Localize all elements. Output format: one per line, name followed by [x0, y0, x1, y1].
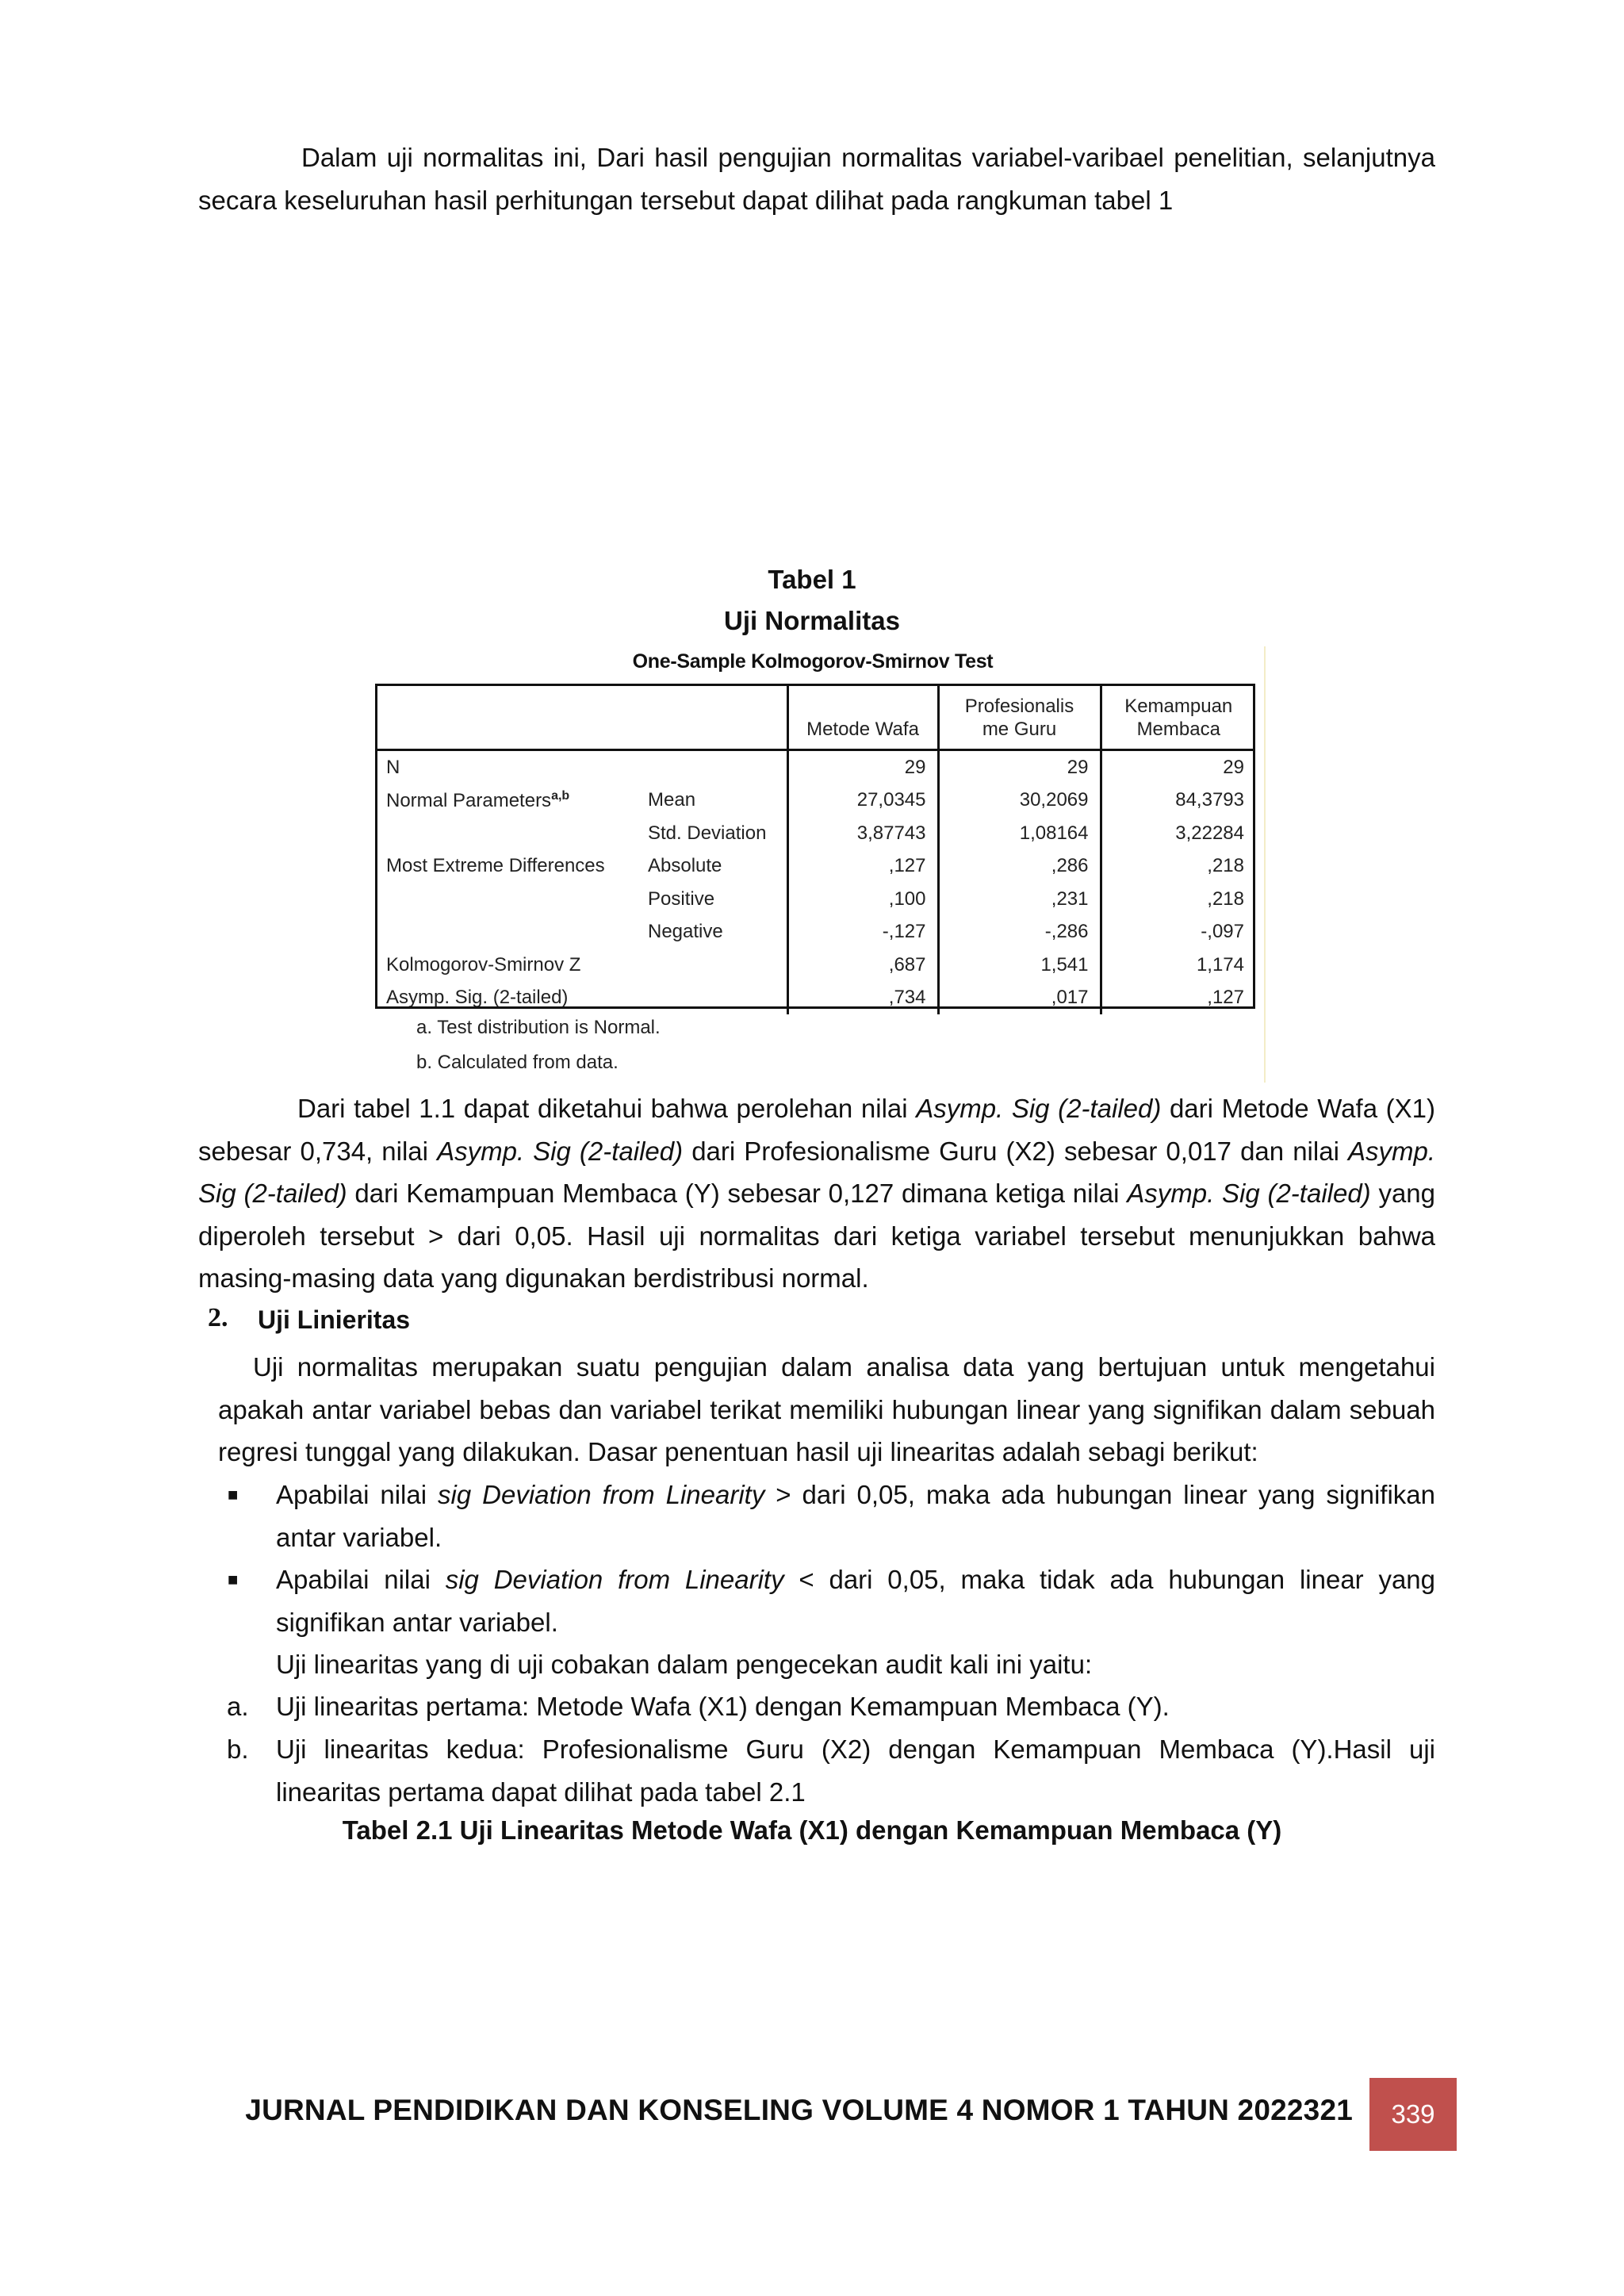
- header-empty: [637, 684, 787, 750]
- list-marker: b.: [227, 1734, 249, 1764]
- row-label: Normal Parameters$^{a,b}$: [386, 788, 570, 811]
- row-sublabel: [637, 750, 787, 784]
- row-sublabel: Negative: [648, 921, 723, 943]
- cell-value: ,017: [938, 982, 1101, 1015]
- bullet-square-icon: ■: [228, 1485, 239, 1504]
- row-label: [375, 916, 637, 949]
- row-label: N: [386, 756, 400, 778]
- table-footnote-b: b. Calculated from data.: [416, 1052, 619, 1073]
- cell-value: -,127: [787, 916, 938, 949]
- list-marker: a.: [227, 1692, 249, 1721]
- cell-value: ,100: [787, 883, 938, 916]
- page-number: 339: [1369, 2078, 1457, 2151]
- table-header-row: [375, 684, 1255, 750]
- row-sublabel: Mean: [648, 789, 696, 811]
- table-row: [375, 982, 1255, 1015]
- table1-caption-title: Uji Normalitas: [724, 606, 900, 635]
- cell-value: 3,22284: [1101, 817, 1255, 850]
- table2-caption: Tabel 2.1 Uji Linearitas Metode Wafa (X1) dengan Kemampuan Membaca (Y): [342, 1815, 1282, 1845]
- row-sublabel: Std. Deviation: [648, 822, 767, 844]
- cell-value: ,286: [938, 850, 1101, 884]
- list-item: Uji linearitas pertama: Metode Wafa (X1) dengan Kemampuan Membaca (Y).: [276, 1692, 1170, 1721]
- row-label: Most Extreme Differences: [386, 855, 605, 877]
- bullet-item: Apabilai nilai sig Deviation from Linearity < dari 0,05, maka tidak ada hubungan linear yang signifikan antar variabel.: [276, 1565, 1436, 1637]
- row-sublabel: Positive: [648, 887, 715, 910]
- cell-value: ,218: [1101, 850, 1255, 884]
- row-sublabel: [637, 982, 787, 1015]
- cell-value: ,231: [938, 883, 1101, 916]
- list-lead: Uji linearitas yang di uji cobakan dalam pengecekan audit kali ini yaitu:: [276, 1650, 1093, 1679]
- cell-value: ,734: [787, 982, 938, 1015]
- bullet-item: Apabilai nilai sig Deviation from Linearity > dari 0,05, maka ada hubungan linear yang signifikan antar variabel.: [276, 1480, 1435, 1552]
- section-title: Uji Linieritas: [258, 1305, 411, 1334]
- page-guide-line: [1264, 646, 1266, 1083]
- cell-value: 29: [1101, 750, 1255, 784]
- row-label: [375, 883, 637, 916]
- cell-value: 27,0345: [787, 784, 938, 818]
- cell-value: 1,174: [1101, 949, 1255, 982]
- cell-value: 84,3793: [1101, 784, 1255, 818]
- section-number: 2.: [208, 1303, 228, 1332]
- bullet-square-icon: ■: [228, 1570, 239, 1589]
- row-label: [375, 817, 637, 850]
- list-item: Uji linearitas kedua: Profesionalisme Guru (X2) dengan Kemampuan Membaca (Y).Hasil uji linearitas pertama dapat dilihat pada tabel 2.1: [276, 1734, 1435, 1807]
- cell-value: ,687: [787, 949, 938, 982]
- cell-value: ,127: [787, 850, 938, 884]
- section-intro-paragraph: Uji normalitas merupakan suatu pengujian dalam analisa data yang bertujuan untuk mengetahui apakah antar variabel bebas dan variabel terikat memiliki hubungan linear yang signifikan dalam sebuah regresi tunggal yang dilakukan. Dasar penentuan hasil uji linearitas adalah sebagi berikut:: [218, 1352, 1435, 1466]
- cell-value: 1,541: [938, 949, 1101, 982]
- header-empty: [375, 684, 637, 750]
- journal-footer: JURNAL PENDIDIKAN DAN KONSELING VOLUME 4 NOMOR 1 TAHUN 2022321: [245, 2094, 1353, 2126]
- cell-value: -,097: [1101, 916, 1255, 949]
- column-header: Metode Wafa: [787, 684, 938, 750]
- table1-caption-number: Tabel 1: [768, 565, 856, 594]
- discussion-paragraph: Dari tabel 1.1 dapat diketahui bahwa perolehan nilai Asymp. Sig (2-tailed) dari Metode Wafa (X1) sebesar 0,734, nilai Asymp. Sig (2-tailed) dari Profesionalisme Guru (X2) sebesar 0,017 dan nilai Asymp. Sig (2-tailed) dari Kemampuan Membaca (Y) sebesar 0,127 dimana ketiga nilai Asymp. Sig (2-tailed) yang diperoleh tersebut > dari 0,05. Hasil uji normalitas dari ketiga variabel tersebut menunjukkan bahwa masing-masing data yang digunakan berdistribusi normal.: [198, 1094, 1436, 1293]
- table-row: [375, 750, 1255, 784]
- intro-paragraph: Dalam uji normalitas ini, Dari hasil pengujian normalitas variabel-varibael penelitian, selanjutnya secara keseluruhan hasil perhitungan tersebut dapat dilihat pada rangkuman tabel 1: [198, 143, 1435, 215]
- row-label: Kolmogorov-Smirnov Z: [386, 953, 581, 976]
- normality-test-table: [375, 684, 1255, 1014]
- cell-value: ,218: [1101, 883, 1255, 916]
- cell-value: 29: [938, 750, 1101, 784]
- cell-value: 3,87743: [787, 817, 938, 850]
- row-sublabel: [637, 949, 787, 982]
- cell-value: 30,2069: [938, 784, 1101, 818]
- table-row: [375, 817, 1255, 850]
- table-row: [375, 850, 1255, 884]
- table-footnote-a: a. Test distribution is Normal.: [416, 1017, 661, 1038]
- table-row: [375, 916, 1255, 949]
- table-row: [375, 784, 1255, 818]
- spss-table-title: One-Sample Kolmogorov-Smirnov Test: [632, 650, 994, 673]
- column-header: Profesionalis me Guru: [938, 684, 1101, 750]
- row-label: Asymp. Sig. (2-tailed): [386, 987, 569, 1009]
- cell-value: -,286: [938, 916, 1101, 949]
- column-header: Kemampuan Membaca: [1101, 684, 1255, 750]
- cell-value: 29: [787, 750, 938, 784]
- table-row: [375, 883, 1255, 916]
- table-row: [375, 949, 1255, 982]
- row-sublabel: Absolute: [648, 855, 722, 877]
- cell-value: 1,08164: [938, 817, 1101, 850]
- cell-value: ,127: [1101, 982, 1255, 1015]
